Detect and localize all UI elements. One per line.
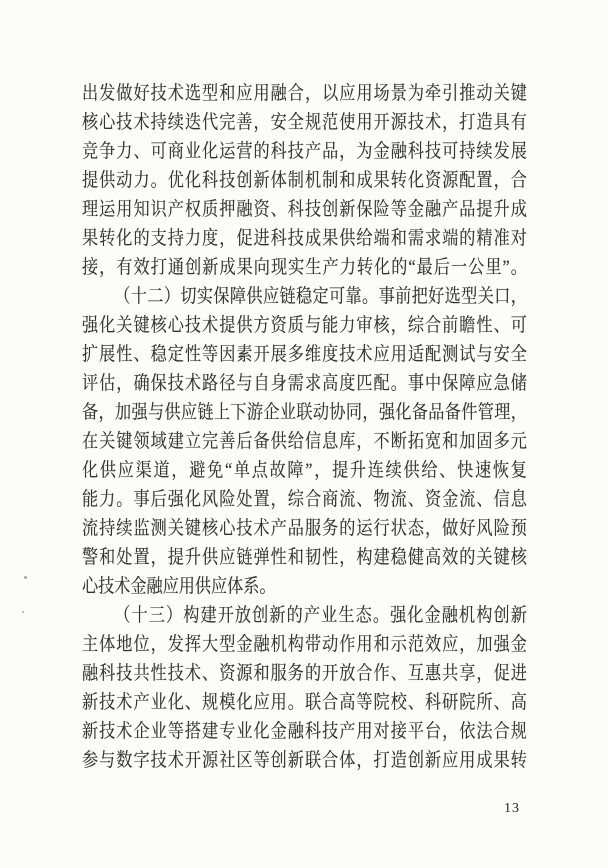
text-line: 核心技术持续迭代完善，安全规范使用开源技术，打造具有 — [82, 112, 527, 133]
text-line: 流持续监测关键核心技术产品服务的运行状态，做好风险预 — [82, 518, 527, 539]
text-line: 融科技共性技术、资源和服务的开放合作、互惠共享，促进 — [82, 663, 527, 684]
text-line: 参与数字技术开源社区等创新联合体，打造创新应用成果转 — [82, 750, 527, 771]
text-line: 果转化的支持力度，促进科技成果供给端和需求端的精准对 — [82, 228, 527, 249]
text-line: 提供动力。优化科技创新体制机制和成果转化资源配置，合 — [82, 170, 527, 191]
document-body — [82, 79, 608, 775]
text-line-paragraph-end: 心技术金融应用供应体系。 — [82, 576, 276, 597]
text-line: 竞争力、可商业化运营的科技产品，为金融科技可持续发展 — [82, 141, 527, 162]
text-line: 警和处置，提升供应链弹性和韧性，构建稳健高效的关键核 — [82, 547, 527, 568]
text-line: 新技术企业等搭建专业化金融科技产用对接平台，依法合规 — [82, 721, 527, 742]
text-line: 评估，确保技术路径与自身需求高度匹配。事中保障应急储 — [82, 373, 527, 394]
page-number: 13 — [504, 801, 520, 816]
scan-ink-speck — [22, 611, 24, 613]
text-line: 在关键领域建立完善后备供给信息库，不断拓宽和加固多元 — [82, 431, 527, 452]
scan-ink-speck — [24, 576, 27, 579]
text-line: 理运用知识产权质押融资、科技创新保险等金融产品提升成 — [82, 199, 527, 220]
text-line: 主体地位，发挥大型金融机构带动作用和示范效应，加强金 — [82, 634, 527, 655]
text-line: 新技术产业化、规模化应用。联合高等院校、科研院所、高 — [82, 692, 527, 713]
text-line-section-12-start: （十二）切实保障供应链稳定可靠。事前把好选型关口， — [114, 286, 527, 307]
text-line: 能力。事后强化风险处置，综合商流、物流、资金流、信息 — [82, 489, 527, 510]
text-line: 化供应渠道，避免“单点故障”，提升连续供给、快速恢复 — [82, 460, 527, 481]
text-line: 接，有效打通创新成果向现实生产力转化的“最后一公里”。 — [82, 257, 527, 278]
text-line: 备，加强与供应链上下游企业联动协同，强化备品备件管理， — [82, 402, 527, 423]
text-line: 强化关键核心技术提供方资质与能力审核，综合前瞻性、可 — [82, 315, 527, 336]
text-line-section-13-start: （十三）构建开放创新的产业生态。强化金融机构创新 — [114, 605, 527, 626]
text-line: 扩展性、稳定性等因素开展多维度技术应用适配测试与安全 — [82, 344, 527, 365]
text-line: 出发做好技术选型和应用融合，以应用场景为牵引推动关键 — [82, 83, 527, 104]
